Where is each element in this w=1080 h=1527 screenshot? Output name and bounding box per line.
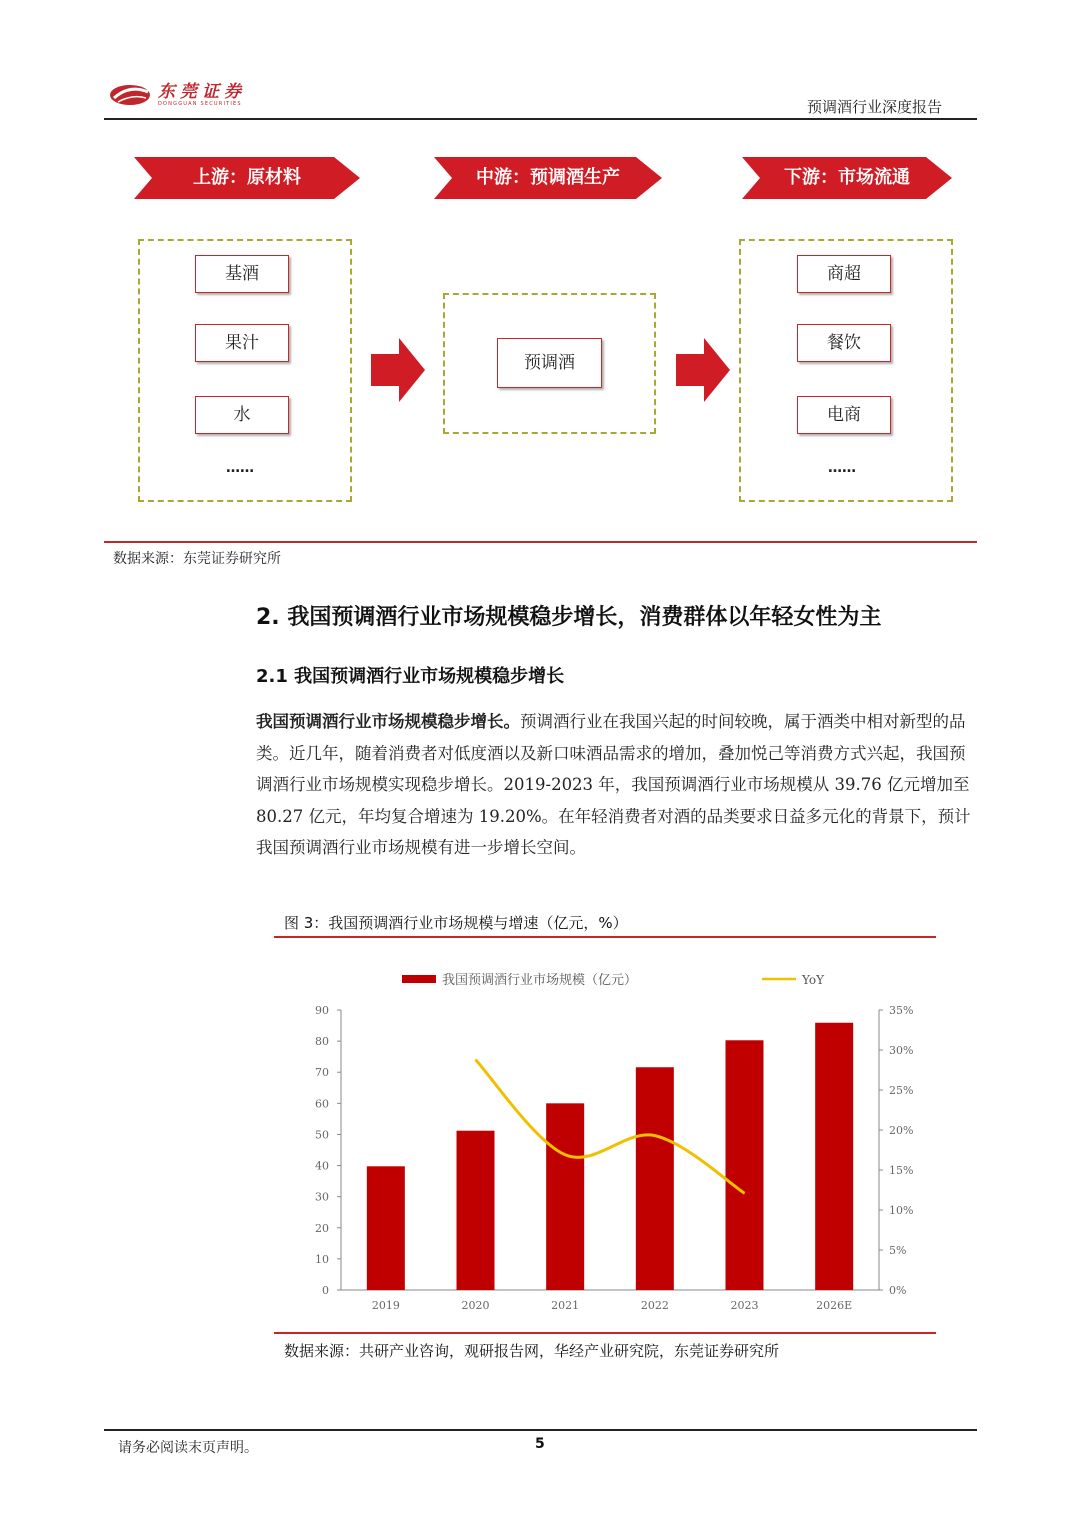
item-premixed-liquor: 预调酒 — [497, 338, 602, 388]
y-left-tick-label: 80 — [315, 1035, 329, 1049]
x-tick-label: 2023 — [730, 1299, 759, 1312]
diagram-source-divider — [104, 541, 977, 543]
y-left-tick-label: 0 — [322, 1284, 329, 1297]
figure-title: 图 3：我国预调酒行业市场规模与增速（亿元，%） — [284, 914, 628, 932]
flow-arrow-icon — [371, 338, 425, 402]
item-base-liquor: 基酒 — [195, 255, 289, 293]
paragraph-lead: 我国预调酒行业市场规模稳步增长。 — [256, 712, 520, 731]
y-right-tick-label: 10% — [889, 1204, 914, 1217]
item-catering: 餐饮 — [797, 324, 891, 362]
yoy-point — [654, 1135, 655, 1136]
x-tick-label: 2021 — [551, 1299, 580, 1312]
stage-banner-midstream — [434, 157, 662, 199]
legend-line-label: YoY — [802, 973, 825, 987]
subsection-heading: 2.1 我国预调酒行业市场规模稳步增长 — [256, 666, 565, 687]
x-tick-label: 2019 — [371, 1299, 400, 1312]
y-left-tick-label: 20 — [315, 1221, 329, 1235]
footer-divider — [104, 1429, 977, 1431]
header-divider — [104, 118, 977, 120]
x-tick-label: 2026E — [816, 1299, 853, 1312]
stage-banner-downstream — [742, 157, 952, 199]
market-size-chart — [274, 940, 936, 1330]
y-left-tick-label: 50 — [315, 1128, 329, 1142]
y-right-tick-label: 0% — [889, 1284, 907, 1297]
y-right-tick-label: 30% — [889, 1044, 914, 1057]
item-water: 水 — [195, 396, 289, 434]
y-left-tick-label: 60 — [315, 1097, 329, 1111]
company-logo — [108, 80, 246, 110]
bar-2021 — [546, 1103, 584, 1290]
y-left-tick-label: 90 — [315, 1004, 329, 1017]
figure-top-divider — [274, 936, 936, 938]
bar-2022 — [636, 1067, 674, 1290]
page-number: 5 — [535, 1436, 545, 1452]
y-left-tick-label: 30 — [315, 1190, 329, 1204]
paragraph-body: 预调酒行业在我国兴起的时间较晚，属于酒类中相对新型的品类。近几年，随着消费者对低度酒以及新口味酒品需求的增加，叠加悦己等消费方式兴起，我国预调酒行业市场规模实现稳步增长。2019-2023 年，我国预调酒行业市场规模从 39.76 亿元增加至 80.27 亿元，年均复合增速为 19.20%。在年轻消费者对酒的品类要求日益多元化的背景下，预计我国预调酒行业市场规模有进一步增长空间。 — [256, 712, 971, 858]
report-title: 预调酒行业深度报告 — [806, 98, 942, 116]
section-heading: 2. 我国预调酒行业市场规模稳步增长，消费群体以年轻女性为主 — [256, 605, 882, 630]
y-right-tick-label: 5% — [889, 1244, 907, 1257]
logo-mark-icon — [108, 82, 152, 108]
legend-bar-swatch — [402, 975, 436, 983]
legend-bar-label: 我国预调酒行业市场规模（亿元） — [442, 973, 638, 988]
footer-note: 请务必阅读末页声明。 — [118, 1440, 258, 1456]
downstream-ellipsis: …… — [828, 460, 856, 476]
yoy-point — [565, 1154, 566, 1155]
diagram-source: 数据来源：东莞证券研究所 — [113, 551, 281, 567]
y-right-tick-label: 25% — [889, 1084, 914, 1097]
logo-en-text: DONGGUAN SECURITIES — [158, 100, 242, 107]
bar-2019 — [367, 1166, 405, 1290]
yoy-point — [475, 1059, 476, 1060]
item-ecommerce: 电商 — [797, 396, 891, 434]
body-paragraph — [256, 706, 976, 864]
y-left-tick-label: 10 — [315, 1252, 329, 1266]
stage-label-upstream: 上游：原材料 — [193, 167, 301, 188]
flow-arrow-icon — [676, 338, 730, 402]
upstream-ellipsis: …… — [226, 460, 254, 476]
bar-2020 — [457, 1131, 495, 1290]
y-left-tick-label: 70 — [315, 1066, 329, 1080]
item-juice: 果汁 — [195, 324, 289, 362]
x-tick-label: 2022 — [640, 1299, 669, 1312]
logo-cn-text: 东莞证券 — [158, 81, 246, 102]
stage-label-downstream: 下游：市场流通 — [784, 167, 910, 188]
stage-banner-upstream — [134, 157, 360, 199]
yoy-point — [744, 1193, 745, 1194]
x-tick-label: 2020 — [461, 1299, 490, 1312]
bar-2023 — [726, 1040, 764, 1290]
y-right-tick-label: 35% — [889, 1004, 914, 1017]
figure-source: 数据来源：共研产业咨询，观研报告网，华经产业研究院，东莞证券研究所 — [284, 1342, 780, 1360]
y-right-tick-label: 20% — [889, 1124, 914, 1137]
y-right-tick-label: 15% — [889, 1164, 914, 1177]
figure-bottom-divider — [274, 1332, 936, 1334]
stage-label-midstream: 中游：预调酒生产 — [476, 167, 620, 188]
yoy-line — [476, 1060, 745, 1194]
chart-marks — [315, 1004, 913, 1312]
item-supermarket: 商超 — [797, 255, 891, 293]
bar-2026E — [815, 1023, 853, 1290]
y-left-tick-label: 40 — [315, 1159, 329, 1173]
